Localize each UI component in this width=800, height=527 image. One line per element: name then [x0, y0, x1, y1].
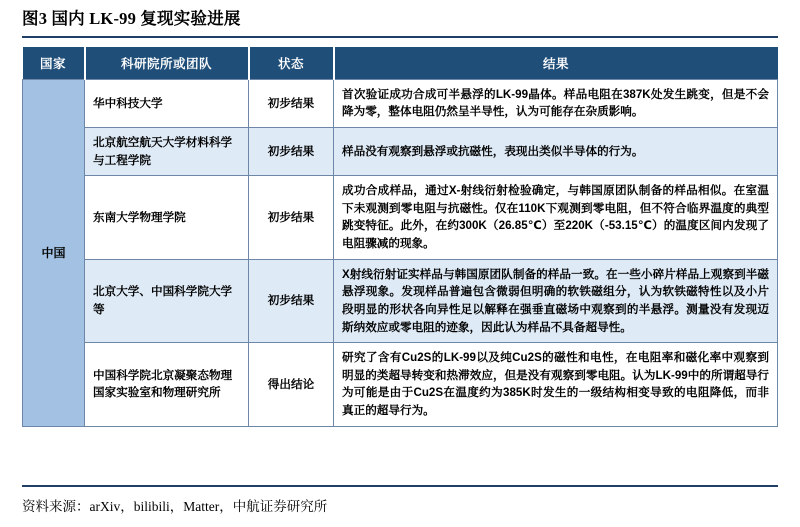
column-header-result: 结果	[334, 47, 778, 80]
table-row	[23, 79, 778, 127]
column-header-country: 国家	[23, 47, 85, 80]
footer-block	[22, 485, 778, 515]
institution-cell: 东南大学物理学院	[85, 176, 249, 259]
page-title: 图3 国内 LK-99 复现实验进展	[22, 9, 241, 28]
table-row	[23, 176, 778, 259]
institution-cell: 中国科学院北京凝聚态物理国家实验室和物理研究所	[85, 343, 249, 426]
source-note: 资料来源：arXiv，bilibili，Matter，中航证券研究所	[22, 499, 328, 514]
table-container	[22, 47, 778, 427]
column-header-institution: 科研院所或团队	[85, 47, 249, 80]
result-cell: 样品没有观察到悬浮或抗磁性，表现出类似半导体的行为。	[334, 128, 778, 176]
status-cell: 初步结果	[249, 128, 334, 176]
institution-cell: 华中科技大学	[85, 79, 249, 127]
result-cell: 成功合成样品，通过X-射线衍射检验确定，与韩国原团队制备的样品相似。在室温下未观测到零电阻与抗磁性。仅在110K下观测到零电阻，但不符合临界温度的典型跳变特征。此外，在约300K（26.85℃）至220K（-53.15℃）的温度区间内发现了电阻骤减的现象。	[334, 176, 778, 259]
table-body	[23, 79, 778, 426]
country-cell: 中国	[23, 79, 85, 426]
table-header	[23, 47, 778, 80]
title-block	[22, 0, 778, 38]
institution-cell: 北京大学、中国科学院大学等	[85, 259, 249, 342]
status-cell: 初步结果	[249, 259, 334, 342]
result-cell: 首次验证成功合成可半悬浮的LK-99晶体。样品电阻在387K处发生跳变，但是不会降为零，整体电阻仍然呈半导性，认为可能存在杂质影响。	[334, 79, 778, 127]
institution-cell: 北京航空航天大学材料科学与工程学院	[85, 128, 249, 176]
lk99-progress-table	[22, 47, 778, 427]
title-divider	[22, 36, 778, 38]
status-cell: 初步结果	[249, 176, 334, 259]
table-row	[23, 128, 778, 176]
status-cell: 初步结果	[249, 79, 334, 127]
table-header-row	[23, 47, 778, 80]
status-cell: 得出结论	[249, 343, 334, 426]
table-row	[23, 343, 778, 426]
footer-divider	[22, 485, 778, 487]
result-cell: X射线衍射证实样品与韩国原团队制备的样品一致。在一些小碎片样品上观察到半磁悬浮现象。发现样品普遍包含微弱但明确的软铁磁组分，认为软铁磁特性以及小片段明显的形状各向异性足以解释在强垂直磁场中观察到的半悬浮。测量没有发现迈斯纳效应或零电阻的迹象，因此认为样品不具备超导性。	[334, 259, 778, 342]
column-header-status: 状态	[249, 47, 334, 80]
table-row	[23, 259, 778, 342]
result-cell: 研究了含有Cu2S的LK-99以及纯Cu2S的磁性和电性，在电阻率和磁化率中观察到明显的类超导转变和热滞效应，但是没有观察到零电阻。认为LK-99中的所谓超导行为可能是由于Cu2S在温度约为385K时发生的一级结构相变导致的电阻降低，而非真正的超导行为。	[334, 343, 778, 426]
